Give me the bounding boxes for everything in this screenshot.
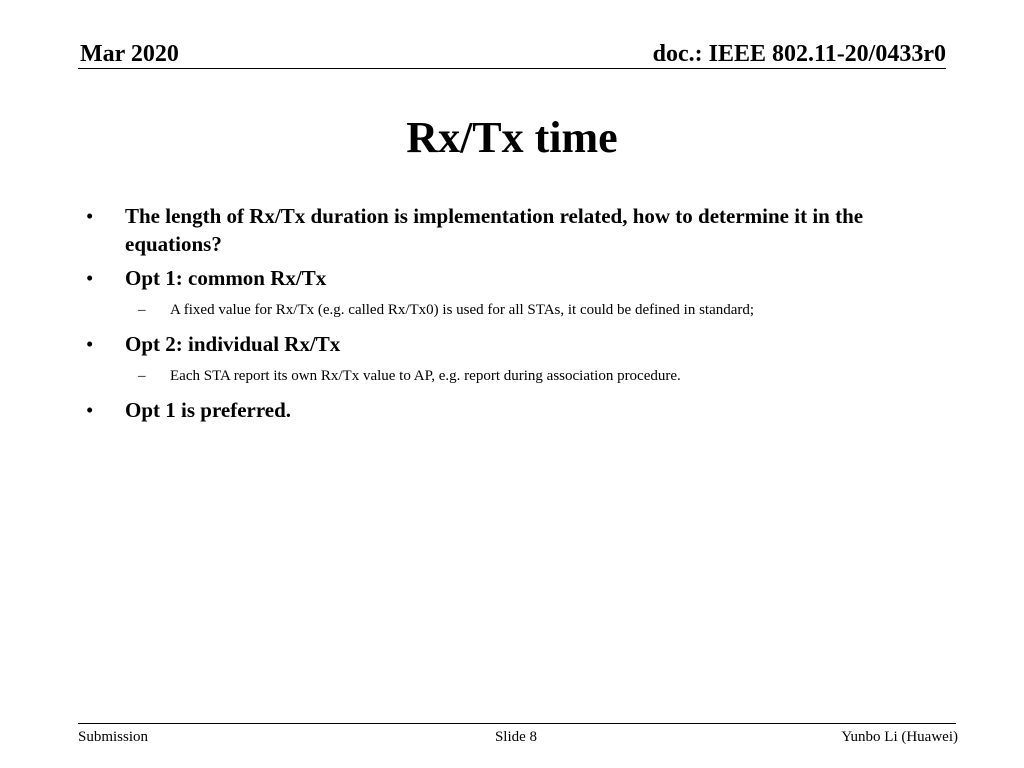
bullet-marker: • bbox=[86, 266, 94, 290]
bullet-text: Opt 1: common Rx/Tx bbox=[125, 266, 327, 290]
bullet-marker: • bbox=[86, 398, 94, 422]
bullet-text: Opt 2: individual Rx/Tx bbox=[125, 332, 341, 356]
footer-divider bbox=[78, 723, 956, 724]
slide-body bbox=[80, 202, 950, 430]
footer-slide-number: Slide 8 bbox=[494, 729, 538, 745]
sub-bullet-text: Each STA report its own Rx/Tx value to AP, e.g. report during association procedure. bbox=[170, 368, 681, 384]
footer-submission: Submission bbox=[78, 729, 149, 745]
sub-bullet-item bbox=[80, 366, 950, 386]
bullet-item bbox=[80, 264, 950, 292]
header-doc-id: doc.: IEEE 802.11-20/0433r0 bbox=[652, 41, 946, 67]
bullet-marker: • bbox=[86, 332, 94, 356]
sub-bullet-text: A fixed value for Rx/Tx (e.g. called Rx/Tx0) is used for all STAs, it could be defined in standard; bbox=[170, 302, 755, 318]
bullet-marker: • bbox=[86, 204, 94, 228]
bullet-item bbox=[80, 396, 950, 424]
footer-author: Yunbo Li (Huawei) bbox=[841, 729, 958, 745]
bullet-text: Opt 1 is preferred. bbox=[125, 398, 292, 422]
bullet-item bbox=[80, 202, 950, 258]
sub-bullet-marker: – bbox=[138, 302, 146, 318]
sub-bullet-marker: – bbox=[138, 368, 146, 384]
sub-bullet-item bbox=[80, 300, 950, 320]
header-divider bbox=[78, 68, 946, 69]
bullet-text: The length of Rx/Tx duration is implementation related, how to determine it in the equations? bbox=[125, 204, 864, 256]
header-date: Mar 2020 bbox=[80, 41, 179, 67]
bullet-item bbox=[80, 330, 950, 358]
slide-title: Rx/Tx time bbox=[406, 113, 618, 162]
